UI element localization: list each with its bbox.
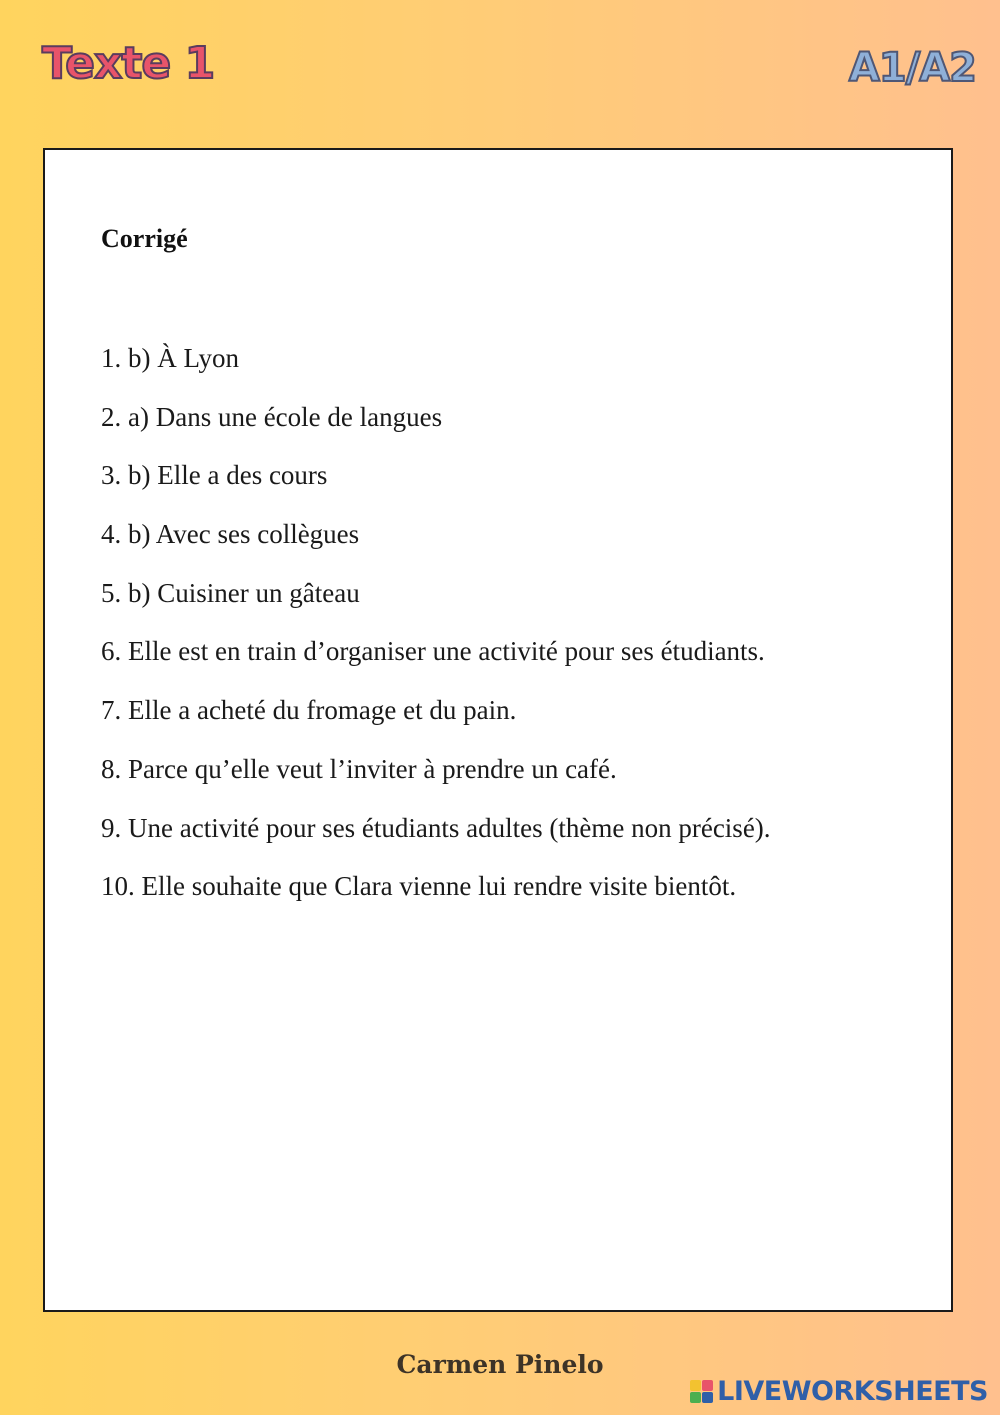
answer-item-10: 10. Elle souhaite que Clara vienne lui rendre visite bientôt. [101,871,737,902]
answer-item-8: 8. Parce qu’elle veut l’inviter à prendre un café. [101,753,617,784]
liveworksheets-brand[interactable] [690,1376,988,1407]
answer-item-7: 7. Elle a acheté du fromage et du pain. [101,695,517,726]
liveworksheets-logo-icon [690,1380,713,1403]
answer-list [101,338,771,925]
section-heading: Corrigé [101,224,188,253]
brand-label: LIVEWORKSHEETS [717,1376,988,1407]
answer-key-panel [43,148,953,1312]
answer-item-2: 2. a) Dans une école de langues [101,401,443,432]
answer-item-9: 9. Une activité pour ses étudiants adultes (thème non précisé). [101,812,771,843]
author-name: Carmen Pinelo [396,1350,604,1379]
answer-item-4: 4. b) Avec ses collègues [101,519,360,550]
level-badge: A1/A2 [848,45,976,91]
page-title: Texte 1 [42,38,215,89]
answer-item-3: 3. b) Elle a des cours [101,460,328,491]
answer-item-5: 5. b) Cuisiner un gâteau [101,577,360,608]
answer-item-6: 6. Elle est en train d’organiser une activité pour ses étudiants. [101,636,765,667]
answer-item-1: 1. b) À Lyon [101,343,239,373]
